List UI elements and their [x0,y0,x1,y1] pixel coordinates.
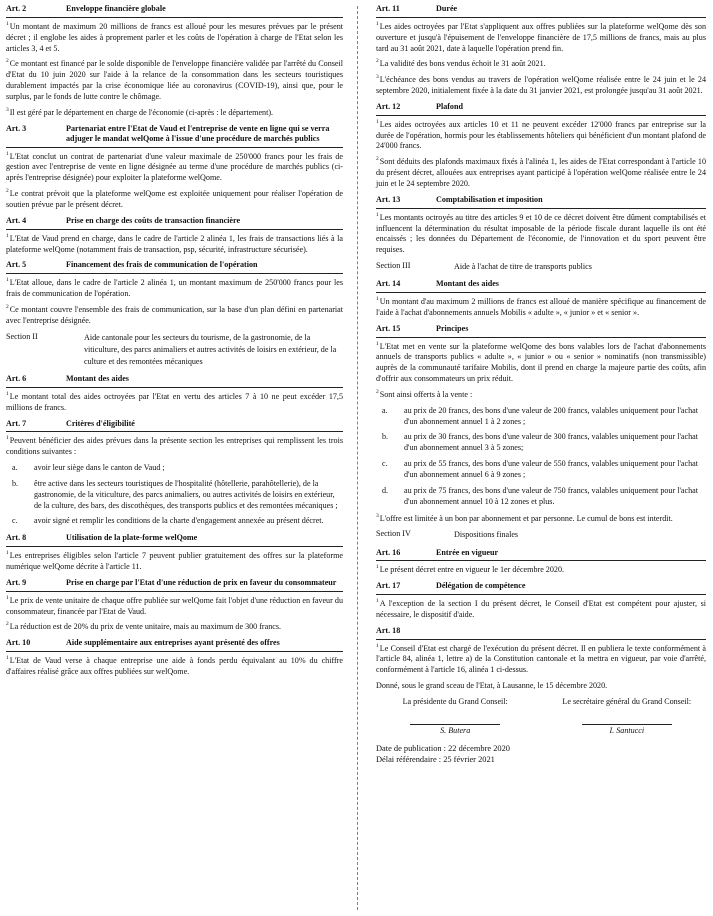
list-item: c. au prix de 55 francs, des bons d'une valeur de 550 francs, valables uniquement pour l'achat d'un abonnement annuel 6 à 9 zones ; [382,459,698,479]
paragraph: $^2$Le contrat prévoit que la plateforme welQome est exploitée uniquement pour réaliser l'opération de soutien prévue par le présent décret. [6,188,343,209]
article-10 [6,638,343,678]
article-11 [376,4,706,97]
article-12 [376,102,706,190]
paragraph: $^2$Sont ainsi offerts à la vente : [376,388,473,399]
article-number: Art. 17 [376,581,401,591]
article-number: Art. 9 [6,577,27,587]
article-9 [6,578,343,633]
article-header [6,4,343,18]
article-13 [376,195,706,256]
left-column [6,4,343,683]
article-title: Enveloppe financière globale [66,4,166,13]
paragraph: $^1$L'Etat de Vaud prend en charge, dans le cadre de l'article 2 alinéa 1, les frais de transactions liés à la plateforme welQome (notamment frais de transaction, psp, sécurité, infrastructure sécurisée). [6,232,343,254]
article-header [376,324,706,338]
column-divider [357,6,358,910]
signatory-role: La présidente du Grand Conseil: [402,696,508,706]
article-header [6,216,343,230]
article-number: Art. 2 [6,4,27,13]
signatory-name: I. Santucci [582,724,672,737]
article-header [376,626,706,640]
paragraph: $^2$La validité des bons vendus échoit le 31 août 2021. [376,58,546,69]
article-title: Délégation de compétence [436,581,526,591]
signature-left [376,697,534,737]
list-item: a. avoir leur siège dans le canton de Vaud ; [12,463,165,473]
article-header [376,195,706,209]
publication-date: Date de publication : 22 décembre 2020 [376,743,510,753]
paragraph: $^2$Ce montant couvre l'ensemble des frais de communication, sur la base d'un plan défini en partenariat avec l'entreprise désignée. [6,303,343,325]
article-header [376,548,706,562]
section-label: Section III [376,261,411,271]
article-header [6,578,343,592]
list-item: b. être active dans les secteurs touristiques de l'hospitalité (hôtellerie, parahôtellerie), de la gastronomie, de la viticulture, des parcs animaliers, ou autres activités de loisirs en extérieur, de la culture, des bars, des discothèques, des transports publics et des remontées mécaniques ; [12,478,338,510]
article-number: Art. 5 [6,260,27,270]
article-header [6,638,343,652]
paragraph: $^1$Le présent décret entre en vigueur le 1er décembre 2020. [376,564,565,575]
paragraph: $^1$Le montant total des aides octroyées par l'Etat en vertu des articles 7 à 10 ne peut excéder 17,5 millions de francs. [6,390,343,412]
paragraph: $^2$La réduction est de 20% du prix de vente unitaire, mais au maximum de 300 francs. [6,621,282,632]
referendum-deadline: Délai référendaire : 25 février 2021 [376,754,495,764]
list-item: a. au prix de 20 francs, des bons d'une valeur de 200 francs, valables uniquement pour l'achat d'un abonnement annuel 1 à 2 zones ; [382,405,698,426]
section-title: Dispositions finales [454,530,519,540]
list-item: c. avoir signé et remplir les conditions de la charte d'engagement annexée au présent décret. [12,516,324,526]
article-title: Montant des aides [436,279,499,289]
article-title: Prise en charge par l'Etat d'une réduction de prix en faveur du consommateur [66,577,337,587]
article-title: Montant des aides [66,374,129,384]
article-number: Art. 4 [6,215,27,225]
article-15 [376,324,706,525]
article-header [6,533,343,547]
article-header [6,124,343,148]
article-title: Comptabilisation et imposition [436,194,543,204]
criteria-list [6,463,343,527]
section-title: Aide à l'achat de titre de transports publics [454,262,592,272]
article-header [6,374,343,388]
article-header [376,102,706,116]
article-title: Financement des frais de communication de l'opération [66,260,258,270]
article-header [6,260,343,274]
given-statement: Donné, sous le grand sceau de l'Etat, à Lausanne, le 15 décembre 2020. [376,681,608,691]
list-item: b. au prix de 30 francs, des bons d'une valeur de 300 francs, valables uniquement pour l'achat d'un abonnement annuel 3 à 5 zones; [382,432,698,453]
section-heading [376,261,706,273]
section-title: Aide cantonale pour les secteurs du tourisme, de la gastronomie, de la viticulture, des parcs animaliers et autres activités de loisirs en extérieur, de la culture et des remontées mécaniques [84,332,337,366]
article-number: Art. 8 [6,533,27,543]
signature-right [548,697,706,737]
article-14 [376,279,706,319]
article-6 [6,374,343,414]
article-header [376,279,706,293]
paragraph: $^1$Le prix de vente unitaire de chaque offre publiée sur welQome fait l'objet d'une réduction en faveur du consommateur, financée par l'Etat de Vaud. [6,594,343,616]
signatory-name: S. Butera [410,724,500,737]
paragraph: $^1$Les aides octroyées par l'Etat s'appliquent aux offres publiées sur la plateforme welQome dès son ouverture et jusqu'à l'épuisement de l'enveloppe financière de 17,5 millions de francs, mais au plus tard au 31 août 2021, date à laquelle l'opération prend fin. [376,20,706,53]
article-title: Prise en charge des coûts de transaction financière [66,215,241,225]
paragraph: $^2$Sont déduits des plafonds maximaux fixés à l'alinéa 1, les aides de l'Etat correspondant à l'article 10 du présent décret, allouées aux entreprises ayant participé à l'opération welQome réalisée entre le 24 juin et le 24 septembre 2020. [376,156,706,188]
section-heading [376,529,706,541]
article-title: Principes [436,323,469,333]
article-number: Art. 3 [6,123,27,133]
signatory-role: Le secrétaire général du Grand Conseil: [562,696,692,706]
section-label: Section II [6,331,38,341]
article-16 [376,548,706,577]
article-2 [6,4,343,119]
article-title: Plafond [436,101,463,111]
paragraph: $^1$Les montants octroyés au titre des articles 9 et 10 de ce décret doivent être dûment comptabilisés et influencent la détermination du résultat imposable de la période fiscale durant laquelle ils ont été encaissés ; les données du Département de l'économie, de l'innovation et du sport peuvent être requises. [376,211,706,255]
paragraph: $^1$Un montant de maximum 20 millions de francs est alloué pour les mesures prévues par le présent décret ; il englobe les aides à proprement parler et les coûts de l'opération à charge de l'Etat selon les articles 3, 4 et 5. [6,20,343,53]
article-18 [376,626,706,676]
paragraph: $^1$Peuvent bénéficier des aides prévues dans la présente section les entreprises qui remplissent les trois conditions suivantes : [6,435,343,457]
article-number: Art. 18 [376,625,401,635]
article-title: Partenariat entre l'Etat de Vaud et l'entreprise de vente en ligne qui se verra adjuger le mandat welQome à l'issue d'une procédure de marchés publics [66,123,330,144]
article-title: Utilisation de la plate-forme welQome [66,533,198,543]
article-number: Art. 14 [376,279,401,289]
article-number: Art. 16 [376,547,401,557]
article-header [6,419,343,433]
article-title: Entrée en vigueur [436,547,499,557]
paragraph: $^1$A l'exception de la section I du présent décret, le Conseil d'Etat est compétent pour ajuster, si nécessaire, le dispositif d'aide. [376,598,706,619]
paragraph: $^1$L'Etat alloue, dans le cadre de l'article 2 alinéa 1, un montant maximum de 250'000 francs pour les frais de communication de l'opération. [6,277,343,299]
list-item: d. au prix de 75 francs, des bons d'une valeur de 750 francs, valables uniquement pour l'achat d'un abonnement annuel 10 à 12 zones et plus. [382,485,698,506]
paragraph: $^3$L'offre est limitée à un bon par abonnement et par personne. Le cumul de bons est interdit. [376,512,673,523]
voucher-list [376,406,706,508]
paragraph: $^1$Le Conseil d'Etat est chargé de l'exécution du présent décret. Il en publiera le texte conformément à l'article 84, alinéa 1, lettre a) de la Constitution cantonale et la mettra en vigueur, par voie d'arrêté, conformément à l'article 16, alinéa 1 ci-dessus. [376,642,706,675]
paragraph: $^1$L'Etat met en vente sur la plateforme welQome des bons valables lors de l'achat d'abonnements annuels de transports publics « adulte », « junior » ou « senior » nominatifs (non transmissible) auprès de la communauté tarifaire Mobilis, dont il prend en charge la majeure partie des coûts, afin d'offrir aux consommateurs un prix réduit. [376,340,706,384]
paragraph: $^1$Un montant d'au maximum 2 millions de francs est alloué de manière spécifique au financement de l'aide à l'achat d'abonnements annuels Mobilis « adulte », « junior » et « senior ». [376,296,706,317]
article-title: Aide supplémentaire aux entreprises ayant présenté des offres [66,638,280,648]
article-5 [6,260,343,326]
article-number: Art. 15 [376,323,401,333]
article-number: Art. 6 [6,374,27,384]
article-17 [376,581,706,621]
article-number: Art. 10 [6,638,31,648]
article-title: Critères d'éligibilité [66,418,135,428]
article-8 [6,533,343,573]
article-number: Art. 13 [376,194,401,204]
paragraph: $^3$L'échéance des bons vendus au travers de l'opération welQome réalisée entre le 24 juin et le 24 septembre 2020, initialement fixée à la date du 31 janvier 2021, est prolongée jusqu'au 31 août 2021. [376,74,706,96]
paragraph: $^1$Les aides octroyées aux articles 10 et 11 ne peuvent excéder 12'000 francs par entreprise sur la durée de l'opération, hormis pour les établissements hôteliers qui bénéficient d'un montant plafond de 24'000 francs. [376,118,706,151]
article-7 [6,419,343,528]
paragraph: $^1$L'Etat conclut un contrat de partenariat d'une valeur maximale de 250'000 francs pour les frais de gestion avec l'entreprise de vente en ligne désignée au terme d'une procédure de marchés publics (ci-après l'entreprise désignée) pour exploiter la plateforme welQome. [6,150,343,183]
paragraph: $^2$Ce montant est financé par le solde disponible de l'enveloppe financière validée par l'arrêté du Conseil d'Etat du 10 juin 2020 sur l'aide à la relance de la consommation dans les secteurs touristiques durablement impactés par la crise économique liée au coronavirus (COVID-19), ainsi que, pour le surplus, par le fonds de lutte contre le chômage. [6,58,343,101]
article-number: Art. 12 [376,101,401,111]
section-label: Section IV [376,529,411,539]
paragraph: $^1$L'Etat de Vaud verse à chaque entreprise une aide à fonds perdu équivalant au 10% du chiffre d'affaires réalisé grâce aux offres publiées sur welQome. [6,655,343,676]
paragraph: $^3$Il est géré par le département en charge de l'économie (ci-après : le département). [6,106,274,117]
right-column [376,4,706,765]
signature-block [376,697,706,737]
article-title: Durée [436,4,458,13]
article-3 [6,124,343,211]
publication-info [376,743,706,766]
article-header [376,4,706,18]
paragraph: $^1$Les entreprises éligibles selon l'article 7 peuvent publier gratuitement des offres sur la plateforme numérique welQome décrite à l'article 11. [6,550,343,571]
article-number: Art. 7 [6,418,27,428]
article-4 [6,216,343,256]
article-number: Art. 11 [376,4,400,13]
section-heading [6,332,343,368]
article-header [376,581,706,595]
